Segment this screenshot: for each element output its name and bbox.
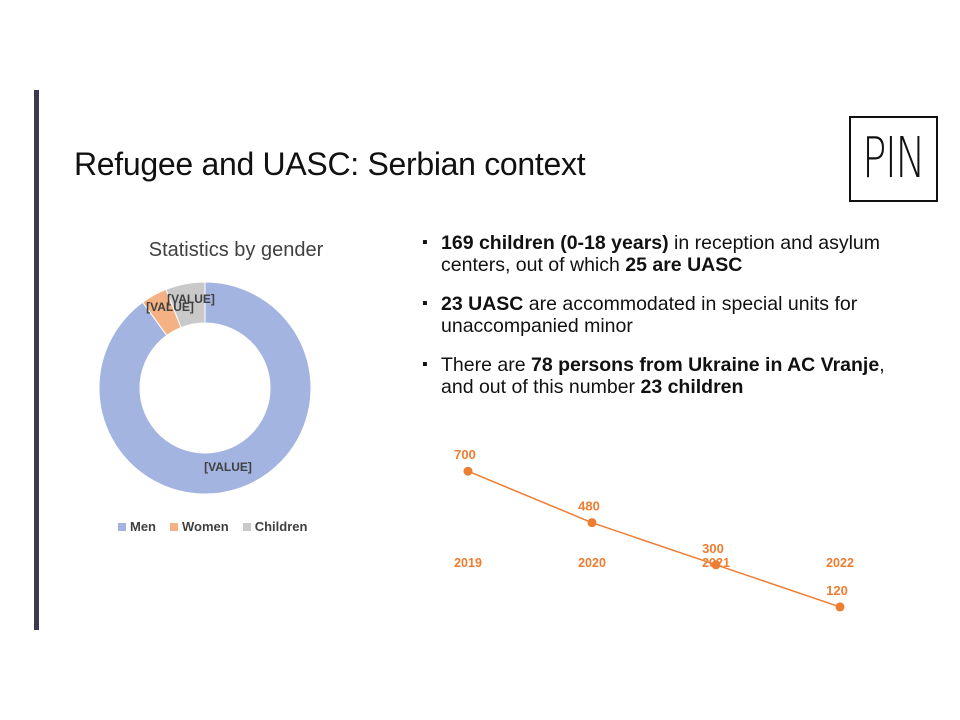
bullet-marker-icon: ▪ (422, 295, 428, 312)
donut-data-label: [VALUE] (146, 300, 194, 314)
bullet-text-segment: , and out of this number (441, 354, 885, 398)
legend-label: Children (254, 519, 308, 534)
bullet-text-segment: 25 are UASC (625, 254, 743, 276)
bullet-marker-icon: ▪ (422, 356, 428, 373)
x-tick-label: 2020 (578, 556, 606, 570)
bullet-text-segment: There are (441, 354, 531, 376)
line-series (468, 471, 840, 607)
donut-data-label: [VALUE] (204, 460, 252, 474)
line-data-label: 120 (826, 582, 848, 598)
slide-title: Refugee and UASC: Serbian context (74, 146, 586, 182)
bullet-text-segment: 169 children (0-18 years) (441, 232, 669, 254)
donut-chart-title: Statistics by gender (148, 239, 324, 261)
bullet-marker-icon: ▪ (422, 234, 428, 251)
legend-label: Women (182, 519, 229, 534)
line-data-label: 300 (702, 540, 724, 556)
donut-data-label: [VALUE] (167, 292, 215, 306)
line-data-label: 700 (454, 447, 476, 463)
bullet-text-segment: 78 persons from Ukraine in AC Vranje (530, 354, 880, 376)
legend-label: Men (130, 519, 156, 534)
x-tick-label: 2019 (454, 556, 482, 570)
logo-text: PIN (862, 126, 925, 191)
bullet-text-segment: are accommodated in special units for unaccompanied minor (441, 293, 858, 337)
bullet-text-segment: 23 children (640, 376, 744, 398)
x-tick-label: 2021 (702, 556, 730, 570)
bullet-text-segment: in reception and asylum centers, out of which (441, 232, 880, 276)
line-point (836, 602, 845, 611)
line-data-label: 480 (578, 498, 600, 514)
line-point (588, 518, 597, 527)
x-tick-label: 2022 (826, 556, 854, 570)
bullet-text-segment: 23 UASC (441, 293, 524, 315)
line-point (464, 467, 473, 476)
